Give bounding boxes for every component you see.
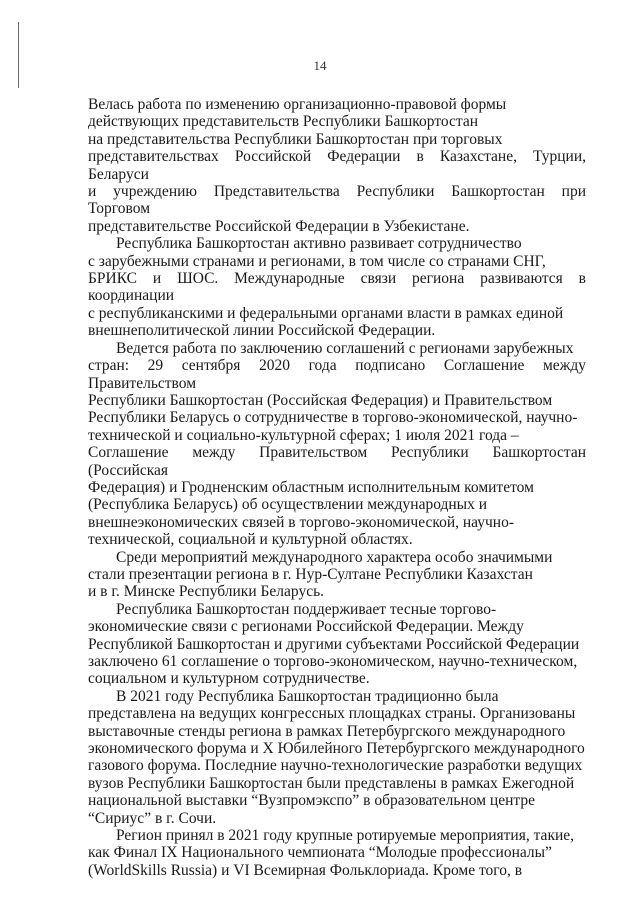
paragraph-congress-events: В 2021 году Республика Башкортостан традиционно была представлена на ведущих конгрессных площадках страны. Организованы выставочные стенды региона в рамках Петербургского международного экономического форума и X Юбилейного Петербургского международного газового форума. Последние научно-технологические разработки ведущих вузов Республики Башкортостан были представлены в рамках Ежегодной национальной выставки “Вузпромэкспо” в образовательном центре “Сириус” в г. Сочи. [88,687,585,827]
paragraph-representation-offices: Велась работа по изменению организационно-правовой формы действующих представительств Республики Башкортостан на представительства Республики Башкортостан при торговых представительствах Российской Федерации в Казахстане, Турции, Беларуси и учреждению Представительства Республики Башкортостан при Торговом представительстве Российской Федерации в Узбекистане. [88,96,586,235]
paragraph-presentations: Среди мероприятий международного характера особо значимыми стали презентации региона в г. Нур-Султане Республики Казахстан и в г. Минске Республики Беларусь. [88,548,553,601]
page-number: 14 [313,58,327,73]
paragraph-international-cooperation: Республика Башкортостан активно развивает сотрудничество с зарубежными странами и регионами, в том числе со странами СНГ, БРИКС и ШОС. Международные связи региона развиваются в координации с республиканскими и федеральными органами власти в рамках единой внешнеполитической линии Российской Федерации. [88,235,586,340]
paragraph-agreements: Ведется работа по заключению соглашений с регионами зарубежных стран: 29 сентября 2020 года подписано Соглашение между Правительством Республики Башкортостан (Российская Федерация) и Правительством Республики Беларусь о сотрудничестве в торгово-экономической, научно- технической и социально-культурной сферах; 1 июля 2021 года – Соглашение между Правительством Республики Башкортостан (Российская Федерация) и Гродненским областным исполнительным комитетом (Республика Беларусь) об осуществлении международных и внешнеэкономических связей в торгово-экономической, научно- технической, социальной и культурной областях. [88,339,586,549]
scan-margin-line [18,22,19,88]
document-body [88,96,586,879]
paragraph-rotating-events: Регион принял в 2021 году крупные ротируемые мероприятия, такие, как Финал IX Национального чемпионата “Молодые профессионалы” (WorldSkills Russia) и VI Всемирная Фольклориада. Кроме того, в [88,827,575,879]
paragraph-interregional-ties: Республика Башкортостан поддерживает тесные торгово- экономические связи с регионами Российской Федерации. Между Республикой Башкортостан и другими субъектами Российской Федерации заключено 61 соглашение о торгово-экономическом, научно-техническом, социальном и культурном сотрудничестве. [88,600,580,688]
